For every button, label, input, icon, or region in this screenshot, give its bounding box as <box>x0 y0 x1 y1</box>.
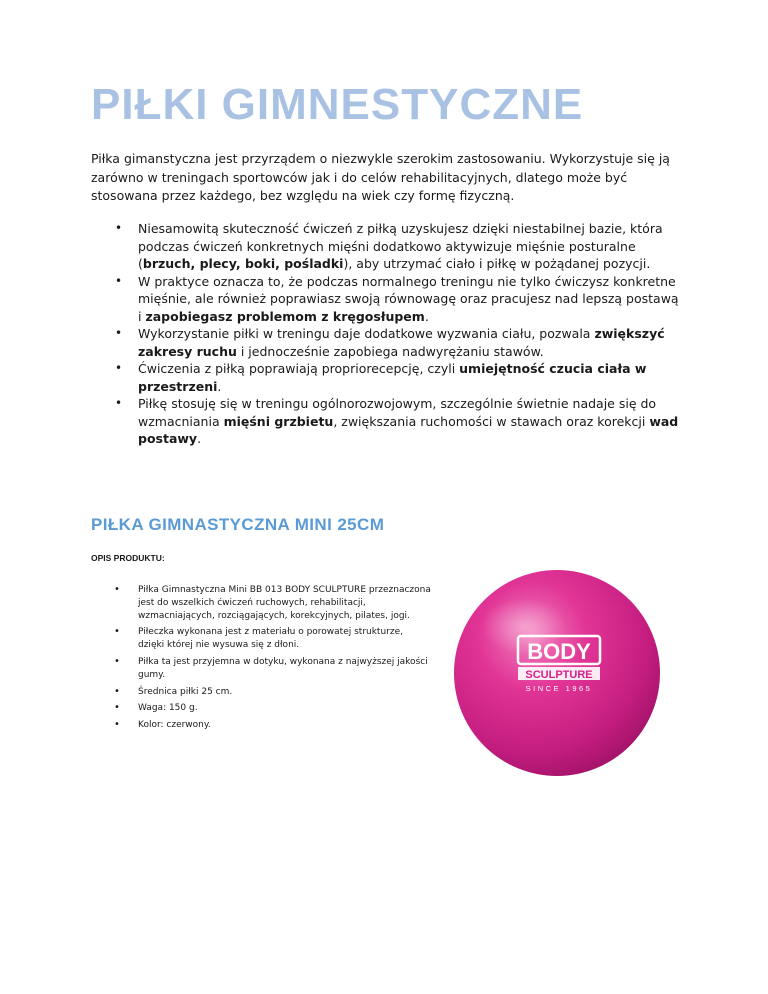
list-item-text: i jednocześnie zapobiega nadwyrężaniu stawów. <box>236 343 544 359</box>
list-item: • Piłeczka wykonana jest z materiału o porowatej strukturze, dzięki której nie wysuwa się z dłoni. <box>91 626 431 652</box>
product-description-heading: OPIS PRODUKTU: <box>91 553 165 563</box>
logo-line-1: BODY <box>527 639 591 664</box>
product-details-list <box>91 584 431 736</box>
list-item <box>91 360 681 395</box>
list-item <box>91 395 681 448</box>
list-item-emphasis: mięśni grzbietu <box>223 413 334 429</box>
list-item-emphasis: brzuch, plecy, boki, pośladki <box>142 256 344 271</box>
list-item-emphasis: wad postawy <box>138 413 679 446</box>
list-item-text: Wykorzystanie piłki w treningu daje dodatkowe wyzwania ciału, pozwala <box>138 326 595 341</box>
list-item-text: ), aby utrzymać ciało i piłkę w pożądanej pozycji. <box>343 256 651 271</box>
list-item <box>91 273 681 326</box>
list-item: • Kolor: czerwony. <box>91 719 431 732</box>
list-item-text: Ćwiczenia z piłką poprawiają propriorecepcję, czyli <box>138 361 460 376</box>
list-item-text: . <box>197 431 202 446</box>
intro-paragraph: Piłka gimanstyczna jest przyrządem o niezwykle szerokim zastosowaniu. Wykorzystuje się ją zarówno w treningach sportowców jak i do celów rehabilitacyjnych, dlatego może być stosowana przez każdego, bez względu na wiek czy formę fizyczną. <box>91 151 670 203</box>
logo-line-2: SCULPTURE <box>525 669 593 681</box>
list-item-text: Niesamowitą skuteczność ćwiczeń z piłką uzyskujesz dzięki niestabilnej bazie, która podczas ćwiczeń konkretnych mięśni dodatkowo aktywizuje mięśnie posturalne ( <box>138 221 663 271</box>
list-item-emphasis: zwiększyć zakresy ruchu <box>138 326 665 359</box>
benefits-list <box>91 220 681 448</box>
list-item-text: Piłkę stosuję się w treningu ogólnorozwojowym, szczególnie świetnie nadaje się do wzmacniania <box>138 396 657 429</box>
list-item: • Średnica piłki 25 cm. <box>91 686 431 699</box>
list-item: • Piłka ta jest przyjemna w dotyku, wykonana z najwyższej jakości gumy. <box>91 656 431 682</box>
list-item <box>91 220 681 273</box>
gym-ball-image <box>452 568 662 778</box>
list-item-emphasis: umiejętność czucia ciała w przestrzeni <box>138 361 647 394</box>
section-title: PIŁKA GIMNASTYCZNA MINI 25CM <box>91 515 385 534</box>
list-item: • Waga: 150 g. <box>91 702 431 715</box>
list-item-text: W praktyce oznacza to, że podczas normalnego treningu nie tylko ćwiczysz konkretne mięśnie, ale również poprawiasz swoją równowagę oraz pracujesz nad lepszą postawą i <box>138 273 679 324</box>
list-item-text: , zwiększania ruchomości w stawach oraz korekcji <box>333 413 650 429</box>
list-item: • Piłka Gimnastyczna Mini BB 013 BODY SCULPTURE przeznaczona jest do wszelkich ćwiczeń ruchowych, rehabilitacji, wzmacniających, rozciągających, korekcyjnych, pilates, jogi. <box>91 584 431 622</box>
logo-line-3: SINCE 1965 <box>525 684 593 693</box>
product-image <box>452 568 662 778</box>
list-item-emphasis: zapobiegasz problemom z kręgosłupem <box>145 308 425 324</box>
list-item-text: . <box>217 378 222 394</box>
list-item <box>91 325 681 360</box>
list-item-text: . <box>424 308 429 324</box>
page-title: PIŁKI GIMNESTYCZNE <box>91 80 584 129</box>
body-sculpture-logo <box>518 636 600 693</box>
